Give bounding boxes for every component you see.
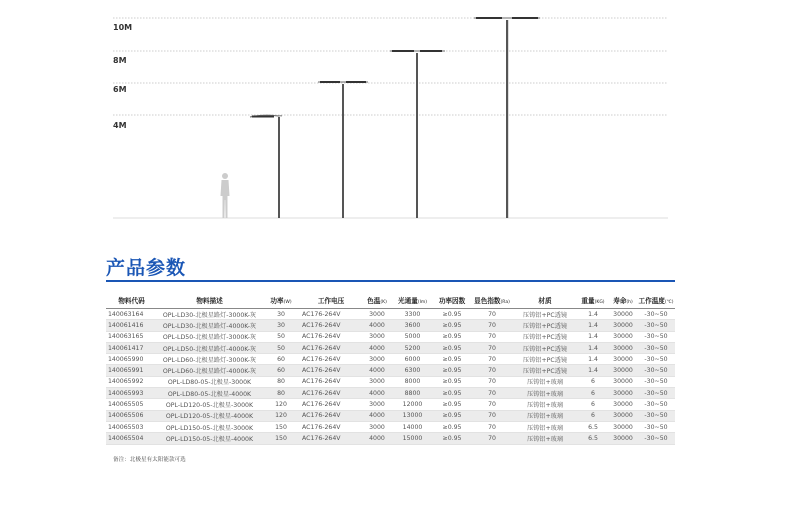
column-header-name: 工作温度 — [638, 297, 665, 305]
table-cell: OPL-LD60-北极星路灯-3000K-灰 — [157, 354, 262, 365]
section-title: 产品参数 — [106, 257, 187, 279]
table-cell: -30~50 — [637, 410, 675, 421]
column-header-unit: (K) — [380, 300, 387, 305]
table-cell: 14000 — [392, 421, 433, 432]
table-cell: OPL-LD150-05-北极星-3000K — [157, 421, 262, 432]
table-cell: 80 — [262, 388, 300, 399]
column-header — [362, 292, 392, 309]
table-row — [106, 433, 675, 444]
table-cell: 4000 — [362, 410, 392, 421]
height-label-8m: 8M — [113, 56, 127, 65]
table-cell: AC176-264V — [300, 365, 362, 376]
height-label-4m: 4M — [113, 121, 127, 130]
table-cell: 70 — [471, 331, 513, 342]
table-cell: 140065504 — [106, 433, 157, 444]
table-cell: AC176-264V — [300, 433, 362, 444]
column-header-name: 材质 — [538, 297, 552, 305]
table-cell: 30000 — [609, 376, 637, 387]
table-cell: 压铸铝+PC透镜 — [513, 342, 577, 353]
table-cell: 140065506 — [106, 410, 157, 421]
table-cell: OPL-LD80-05-北极星-4000K — [157, 388, 262, 399]
table-cell: 3000 — [362, 354, 392, 365]
table-cell: 4000 — [362, 365, 392, 376]
column-header-name: 物料描述 — [196, 297, 223, 305]
table-cell: 150 — [262, 433, 300, 444]
table-cell: 6300 — [392, 365, 433, 376]
table-cell: 140065503 — [106, 421, 157, 432]
table-cell: 6 — [577, 388, 609, 399]
table-cell: 70 — [471, 320, 513, 331]
table-cell: -30~50 — [637, 342, 675, 353]
table-cell: 压铸铝+PC透镜 — [513, 309, 577, 320]
table-cell: OPL-LD120-05-北极星-4000K — [157, 410, 262, 421]
table-cell: 70 — [471, 309, 513, 320]
table-cell: 13000 — [392, 410, 433, 421]
column-header — [433, 292, 471, 309]
table-cell: 1.4 — [577, 342, 609, 353]
table-cell: -30~50 — [637, 421, 675, 432]
table-cell: -30~50 — [637, 331, 675, 342]
table-body — [106, 309, 675, 445]
table-cell: 140063164 — [106, 309, 157, 320]
table-cell: 压铸铝+PC透镜 — [513, 354, 577, 365]
street-light-4m — [250, 115, 282, 218]
table-cell: 70 — [471, 342, 513, 353]
table-cell: 6 — [577, 376, 609, 387]
column-header — [513, 292, 577, 309]
table-cell: 140065991 — [106, 365, 157, 376]
column-header — [157, 292, 262, 309]
column-header-unit: (KG) — [594, 300, 605, 305]
table-cell: 1.4 — [577, 354, 609, 365]
column-header — [609, 292, 637, 309]
table-cell: AC176-264V — [300, 354, 362, 365]
table-cell: 5000 — [392, 331, 433, 342]
table-cell: 6 — [577, 399, 609, 410]
table-cell: AC176-264V — [300, 331, 362, 342]
column-header — [262, 292, 300, 309]
table-cell: ≥0.95 — [433, 342, 471, 353]
table-cell: ≥0.95 — [433, 376, 471, 387]
table-cell: 30000 — [609, 388, 637, 399]
column-header-name: 寿命 — [613, 297, 627, 305]
table-cell: 50 — [262, 342, 300, 353]
table-cell: 3600 — [392, 320, 433, 331]
table-cell: 30000 — [609, 365, 637, 376]
table-cell: 120 — [262, 399, 300, 410]
table-cell: -30~50 — [637, 365, 675, 376]
table-cell: 1.4 — [577, 331, 609, 342]
table-cell: OPL-LD60-北极星路灯-4000K-灰 — [157, 365, 262, 376]
column-header — [471, 292, 513, 309]
table-cell: 6.5 — [577, 433, 609, 444]
table-cell: ≥0.95 — [433, 388, 471, 399]
column-header — [392, 292, 433, 309]
table-cell: OPL-LD120-05-北极星-3000K — [157, 399, 262, 410]
table-cell: ≥0.95 — [433, 354, 471, 365]
table-cell: AC176-264V — [300, 342, 362, 353]
table-cell: AC176-264V — [300, 309, 362, 320]
table-cell: 70 — [471, 433, 513, 444]
table-cell: 4000 — [362, 320, 392, 331]
table-cell: 70 — [471, 410, 513, 421]
table-cell: 8800 — [392, 388, 433, 399]
column-header-name: 物料代码 — [118, 297, 145, 305]
table-cell: 6.5 — [577, 421, 609, 432]
table-cell: -30~50 — [637, 309, 675, 320]
table-cell: AC176-264V — [300, 320, 362, 331]
table-cell: AC176-264V — [300, 388, 362, 399]
table-cell: 6000 — [392, 354, 433, 365]
table-cell: ≥0.95 — [433, 365, 471, 376]
table-cell: 140065505 — [106, 399, 157, 410]
table-cell: 70 — [471, 388, 513, 399]
person-silhouette — [221, 173, 230, 218]
column-header-name: 功率 — [270, 297, 284, 305]
table-cell: 70 — [471, 376, 513, 387]
table-cell: 3000 — [362, 376, 392, 387]
table-cell: ≥0.95 — [433, 410, 471, 421]
column-header — [106, 292, 157, 309]
table-cell: 140065992 — [106, 376, 157, 387]
table-row — [106, 421, 675, 432]
table-row — [106, 342, 675, 353]
table-cell: 30000 — [609, 399, 637, 410]
column-header-unit: (h) — [626, 300, 633, 305]
table-cell: OPL-LD30-北极星路灯-4000K-灰 — [157, 320, 262, 331]
table-cell: 压铸铝+玻璃 — [513, 376, 577, 387]
table-cell: -30~50 — [637, 399, 675, 410]
table-cell: 30000 — [609, 421, 637, 432]
table-cell: 30000 — [609, 309, 637, 320]
table-row — [106, 388, 675, 399]
table-cell: 压铸铝+玻璃 — [513, 388, 577, 399]
table-cell: 150 — [262, 421, 300, 432]
table-cell: 压铸铝+玻璃 — [513, 399, 577, 410]
table-row — [106, 320, 675, 331]
table-cell: 70 — [471, 399, 513, 410]
column-header-unit: (lm) — [417, 300, 427, 305]
product-params-table — [106, 292, 675, 445]
table-cell: 3000 — [362, 309, 392, 320]
table-row — [106, 399, 675, 410]
table-cell: 80 — [262, 376, 300, 387]
table-cell: ≥0.95 — [433, 309, 471, 320]
table-cell: ≥0.95 — [433, 320, 471, 331]
table-cell: 4000 — [362, 433, 392, 444]
table-cell: 70 — [471, 365, 513, 376]
street-light-6m — [318, 81, 368, 218]
column-header-name: 工作电压 — [317, 297, 345, 305]
table-cell: OPL-LD80-05-北极星-3000K — [157, 376, 262, 387]
table-cell: ≥0.95 — [433, 331, 471, 342]
table-cell: 30000 — [609, 410, 637, 421]
table-cell: 70 — [471, 421, 513, 432]
footnote: 备注：北极星有太阳能款可选 — [113, 457, 186, 463]
table-cell: -30~50 — [637, 388, 675, 399]
table-cell: 140065990 — [106, 354, 157, 365]
table-cell: OPL-LD30-北极星路灯-3000K-灰 — [157, 309, 262, 320]
table-cell: 12000 — [392, 399, 433, 410]
table-cell: 3000 — [362, 399, 392, 410]
table-cell: 120 — [262, 410, 300, 421]
table-cell: AC176-264V — [300, 376, 362, 387]
table-cell: 30 — [262, 320, 300, 331]
table-row — [106, 354, 675, 365]
table-cell: 3000 — [362, 421, 392, 432]
table-cell: 30000 — [609, 433, 637, 444]
column-header — [300, 292, 362, 309]
table-cell: 15000 — [392, 433, 433, 444]
table-cell: 1.4 — [577, 365, 609, 376]
table-cell: 30000 — [609, 342, 637, 353]
table-cell: 5200 — [392, 342, 433, 353]
street-light-8m — [390, 50, 445, 218]
table-cell: 50 — [262, 331, 300, 342]
table-row — [106, 376, 675, 387]
table-row — [106, 331, 675, 342]
table-cell: 30 — [262, 309, 300, 320]
table-cell: 6 — [577, 410, 609, 421]
column-header-name: 色温 — [367, 297, 381, 305]
table-cell: 8000 — [392, 376, 433, 387]
table-cell: 压铸铝+玻璃 — [513, 421, 577, 432]
table-cell: 压铸铝+PC透镜 — [513, 331, 577, 342]
table-cell: 60 — [262, 365, 300, 376]
table-cell: 3300 — [392, 309, 433, 320]
table-cell: ≥0.95 — [433, 421, 471, 432]
table-cell: 压铸铝+玻璃 — [513, 433, 577, 444]
table-cell: 70 — [471, 354, 513, 365]
table-cell: ≥0.95 — [433, 433, 471, 444]
table-cell: ≥0.95 — [433, 399, 471, 410]
column-header — [577, 292, 609, 309]
table-cell: OPL-LD50-北极星路灯-4000K-灰 — [157, 342, 262, 353]
column-header-name: 光通量 — [398, 297, 418, 305]
column-header-unit: (℃) — [664, 300, 674, 305]
pole-height-diagram — [0, 0, 791, 225]
table-cell: -30~50 — [637, 320, 675, 331]
table-cell: 30000 — [609, 331, 637, 342]
table-cell: 压铸铝+PC透镜 — [513, 320, 577, 331]
column-header-name: 功率因数 — [438, 297, 466, 305]
table-cell: 4000 — [362, 388, 392, 399]
column-header-unit: (Ra) — [500, 300, 510, 305]
table-row — [106, 309, 675, 320]
table-cell: 140061416 — [106, 320, 157, 331]
table-row — [106, 410, 675, 421]
table-cell: 压铸铝+PC透镜 — [513, 365, 577, 376]
height-label-6m: 6M — [113, 85, 127, 94]
column-header-name: 显色指数 — [474, 297, 501, 305]
table-row — [106, 365, 675, 376]
table-cell: OPL-LD50-北极星路灯-3000K-灰 — [157, 331, 262, 342]
table-cell: AC176-264V — [300, 421, 362, 432]
column-header-name: 重量 — [581, 297, 595, 305]
table-header-row — [106, 292, 675, 309]
table-cell: 4000 — [362, 342, 392, 353]
table-cell: 3000 — [362, 331, 392, 342]
column-header — [637, 292, 675, 309]
table-cell: -30~50 — [637, 376, 675, 387]
table-cell: 30000 — [609, 320, 637, 331]
table-cell: AC176-264V — [300, 399, 362, 410]
table-cell: OPL-LD150-05-北极星-4000K — [157, 433, 262, 444]
street-light-10m — [474, 17, 540, 218]
table-cell: -30~50 — [637, 433, 675, 444]
table-cell: 30000 — [609, 354, 637, 365]
table-cell: 1.4 — [577, 309, 609, 320]
title-divider — [106, 280, 675, 282]
table-cell: 60 — [262, 354, 300, 365]
table-cell: 140065993 — [106, 388, 157, 399]
table-cell: 压铸铝+玻璃 — [513, 410, 577, 421]
table-cell: AC176-264V — [300, 410, 362, 421]
height-label-10m: 10M — [113, 23, 133, 32]
table-cell: -30~50 — [637, 354, 675, 365]
table-cell: 1.4 — [577, 320, 609, 331]
column-header-unit: (W) — [283, 300, 292, 305]
table-cell: 140061417 — [106, 342, 157, 353]
table-cell: 140063165 — [106, 331, 157, 342]
